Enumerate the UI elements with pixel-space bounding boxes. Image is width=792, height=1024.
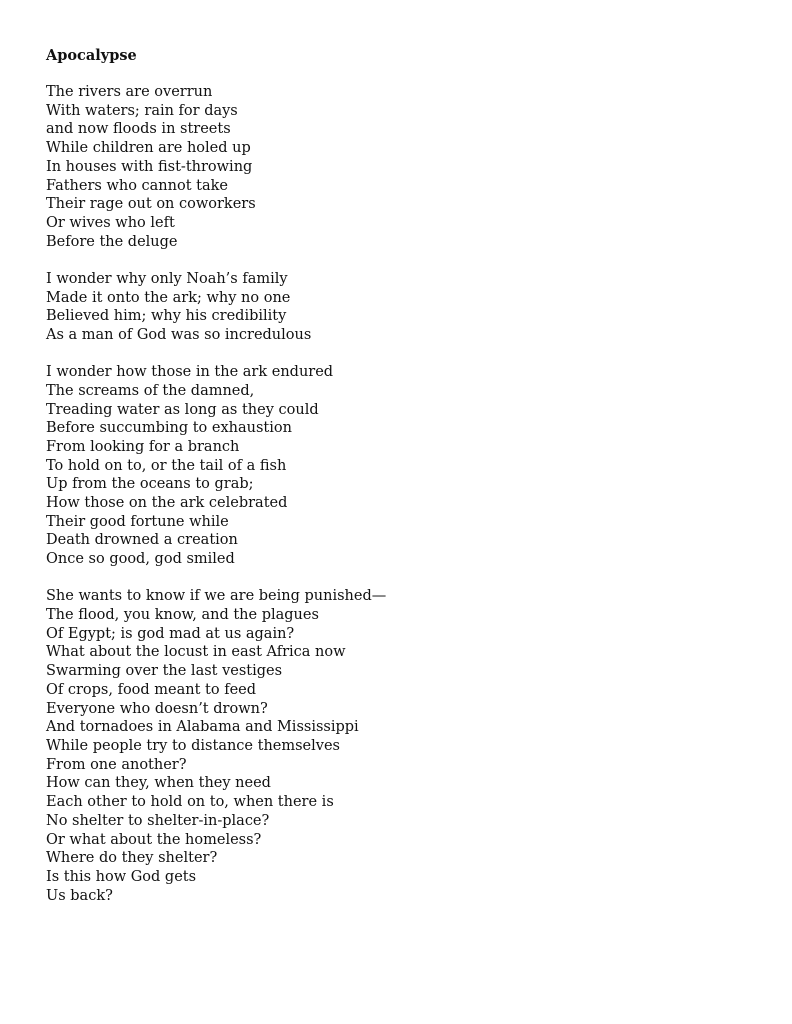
poem-line: How can they, when they need — [46, 775, 271, 792]
poem-line: While people try to distance themselves — [46, 738, 340, 754]
poem-line: From one another? — [46, 756, 187, 773]
poem-line: Their rage out on coworkers — [46, 196, 256, 213]
poem-line: What about the locust in east Africa now — [46, 644, 346, 661]
poem-line: Of Egypt; is god mad at us again? — [46, 625, 295, 642]
poem-line: With waters; rain for days — [46, 102, 238, 119]
poem-line: Made it onto the ark; why no one — [46, 289, 291, 306]
poem-line: I wonder why only Noah’s family — [46, 270, 288, 287]
poem-line: The flood, you know, and the plagues — [46, 607, 319, 624]
poem-line: No shelter to shelter-in-place? — [46, 812, 270, 829]
stanza-1 — [46, 83, 746, 251]
poem-line: How those on the ark celebrated — [46, 495, 288, 512]
poem-line: Or what about the homeless? — [46, 831, 262, 848]
poem-line: Treading water as long as they could — [46, 401, 319, 418]
poem-line: I wonder how those in the ark endured — [46, 364, 334, 381]
poem-line: Once so good, god smiled — [46, 551, 235, 568]
poem-line: Up from the oceans to grab; — [46, 476, 254, 493]
poem-line: In houses with fist-throwing — [46, 158, 253, 175]
poem-line: Us back? — [46, 887, 113, 904]
poem-line: From looking for a branch — [46, 438, 240, 455]
poem-line: The screams of the damned, — [46, 382, 255, 399]
poem-line: Or wives who left — [46, 214, 175, 231]
poem-line: While children are holed up — [46, 140, 251, 157]
poem-line: Fathers who cannot take — [46, 177, 228, 194]
poem-line: and now floods in streets — [46, 121, 231, 138]
stanza-4 — [46, 587, 746, 905]
poem-line: She wants to know if we are being punished— — [46, 588, 387, 605]
poem-line: Before succumbing to exhaustion — [46, 420, 292, 437]
poem-line: To hold on to, or the tail of a fish — [46, 457, 287, 474]
stanza-3 — [46, 363, 746, 569]
poem-line: Where do they shelter? — [46, 850, 218, 867]
poem-line: As a man of God was so incredulous — [46, 326, 312, 343]
poem-line: Of crops, food meant to feed — [46, 681, 257, 698]
poem-line: Death drowned a creation — [46, 532, 238, 549]
poem-line: Each other to hold on to, when there is — [46, 794, 334, 811]
poem-line: And tornadoes in Alabama and Mississippi — [46, 719, 359, 736]
poem-line: Is this how God gets — [46, 868, 197, 885]
poem-title: Apocalypse — [46, 47, 137, 64]
poem-line: Swarming over the last vestiges — [46, 663, 283, 680]
poem-line: The rivers are overrun — [46, 84, 213, 100]
poem-line: Believed him; why his credibility — [46, 308, 287, 325]
stanza-2 — [46, 270, 746, 345]
poem-line: Before the deluge — [46, 233, 178, 250]
poem-page — [46, 46, 746, 924]
poem-line: Everyone who doesn’t drown? — [46, 700, 268, 717]
poem-line: Their good fortune while — [46, 513, 229, 530]
